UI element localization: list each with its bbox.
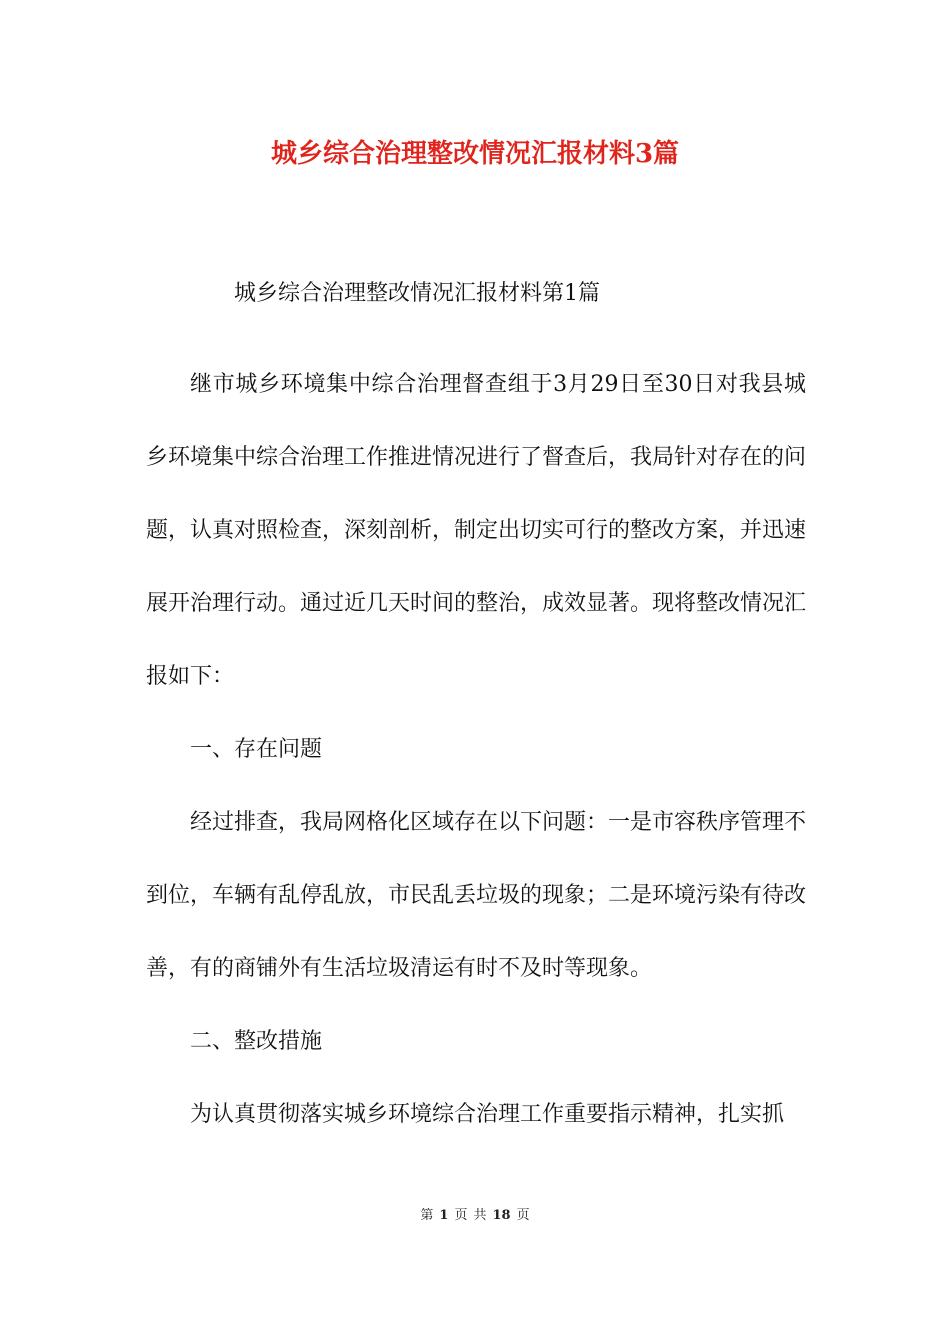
footer-suffix: 页 xyxy=(516,1208,530,1223)
footer-total-pages: 18 xyxy=(492,1208,511,1223)
page-footer xyxy=(0,1206,950,1226)
footer-page-word: 页 xyxy=(454,1208,468,1223)
paragraph-intro: 继市城乡环境集中综合治理督查组于3月29日至30日对我县城乡环境集中综合治理工作推进情况进行了督查后，我局针对存在的问题，认真对照检查，深刻剖析，制定出切实可行的整改方案，并迅速展开治理行动。通过近几天时间的整治，成效显著。现将整改情况汇报如下： xyxy=(146,372,807,689)
footer-prefix: 第 xyxy=(420,1208,434,1223)
footer-total-word: 共 xyxy=(473,1208,487,1223)
document-title: 城乡综合治理整改情况汇报材料3篇 xyxy=(270,139,680,169)
paragraph-measures: 为认真贯彻落实城乡环境综合治理工作重要指示精神，扎实抓 xyxy=(190,1102,785,1127)
section-heading-measures: 二、整改措施 xyxy=(190,1029,323,1054)
footer-page-number: 1 xyxy=(439,1208,449,1223)
document-subtitle: 城乡综合治理整改情况汇报材料第1篇 xyxy=(234,281,600,306)
paragraph-problems: 经过排查，我局网格化区域存在以下问题：一是市容秩序管理不到位，车辆有乱停乱放，市民乱丢垃圾的现象；二是环境污染有待改善，有的商铺外有生活垃圾清运有时不及时等现象。 xyxy=(146,810,807,981)
section-heading-problems: 一、存在问题 xyxy=(190,737,323,762)
document-body xyxy=(146,348,806,1151)
